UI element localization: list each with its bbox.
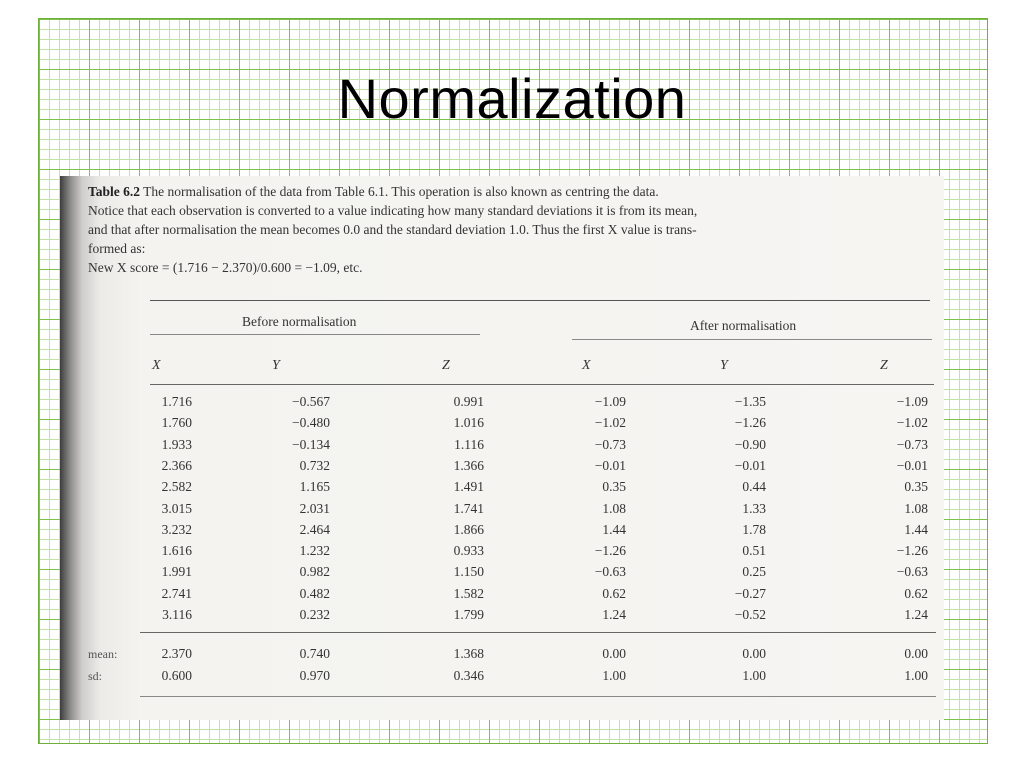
table-cell: 0.25 — [742, 564, 766, 580]
table-cell: −0.01 — [734, 457, 766, 473]
table-cell: 1.491 — [453, 479, 484, 495]
table-cell: −1.02 — [896, 415, 928, 431]
table-cell: 2.741 — [161, 585, 192, 601]
summary-row-label: sd: — [88, 669, 103, 683]
column-header: Y — [272, 358, 280, 373]
caption-line-4: formed as: — [88, 241, 146, 256]
table-cell: 0.232 — [299, 607, 330, 622]
table-cell: −0.567 — [292, 394, 330, 409]
table-cell: 1.232 — [299, 543, 330, 559]
table-cell: 0.51 — [742, 543, 766, 559]
table-cell: −0.27 — [734, 585, 766, 601]
table-cell: 2.366 — [161, 457, 192, 473]
table-cell: 0.44 — [742, 479, 766, 495]
group-rule-after — [572, 339, 932, 340]
table-cell: 0.732 — [299, 457, 330, 473]
summary-cell: 0.740 — [299, 646, 330, 661]
table-cell: −0.01 — [594, 457, 626, 473]
table-cell: 0.62 — [904, 585, 928, 601]
table-cell: 1.716 — [161, 394, 192, 409]
table-caption — [88, 182, 938, 277]
summary-cell: 0.970 — [299, 668, 330, 683]
table-cell: 2.582 — [161, 479, 192, 495]
column-header: X — [152, 358, 161, 373]
table-cell: 1.933 — [161, 436, 192, 452]
summary-row-label: mean: — [88, 647, 118, 661]
table-cell: 1.366 — [453, 457, 484, 473]
table-cell: −0.73 — [594, 436, 626, 452]
slide-title: Normalization — [337, 67, 687, 130]
caption-line-3: and that after normalisation the mean becomes 0.0 and the standard deviation 1.0. Thus the first X value is trans- — [88, 222, 697, 237]
table-cell: 0.35 — [602, 479, 626, 495]
column-header: Z — [442, 358, 450, 373]
table-bottom-rule — [140, 696, 936, 697]
table-cell: −0.73 — [896, 436, 928, 452]
table-cell: 3.015 — [161, 500, 192, 516]
table-cell: −0.134 — [292, 436, 330, 452]
table-cell: 1.116 — [454, 436, 484, 452]
column-header: Z — [880, 358, 888, 373]
table-cell: −1.26 — [594, 543, 626, 559]
table-cell: −0.01 — [896, 457, 928, 473]
table-cell: 3.232 — [161, 521, 192, 537]
table-cell: 1.741 — [453, 500, 484, 516]
table-cell: −0.63 — [896, 564, 928, 580]
table-cell: 1.616 — [161, 543, 192, 559]
table-cell: 1.016 — [453, 415, 484, 431]
column-header: Y — [720, 358, 728, 373]
group-rule-before — [150, 334, 480, 335]
group-header-before: Before normalisation — [242, 314, 357, 329]
table-cell: −1.26 — [896, 543, 928, 559]
table-cell: 1.760 — [161, 415, 192, 431]
table-cell: −0.480 — [292, 415, 330, 431]
table-cell: −1.09 — [594, 394, 626, 409]
table-cell: 1.991 — [161, 564, 192, 580]
table-cell: 1.866 — [453, 521, 484, 537]
table-cell: 0.35 — [904, 479, 928, 495]
table-cell: 1.165 — [299, 479, 330, 495]
table-cell: −0.63 — [594, 564, 626, 580]
table-cell: 1.44 — [904, 521, 928, 537]
column-header: X — [582, 358, 591, 373]
caption-line-1: The normalisation of the data from Table 6.1. This operation is also known as centring the data. — [143, 184, 659, 199]
table-cell: 1.78 — [742, 521, 766, 537]
summary-cell: 0.00 — [904, 646, 928, 661]
header-bottom-rule — [150, 384, 934, 385]
table-cell: 0.482 — [299, 585, 330, 601]
table-cell: 1.799 — [453, 607, 484, 622]
group-header-after: After normalisation — [690, 318, 797, 333]
table-cell: −0.90 — [734, 436, 766, 452]
summary-cell: 1.00 — [742, 668, 766, 683]
table-cell: 1.24 — [904, 607, 928, 622]
caption-line-5: New X score = (1.716 − 2.370)/0.600 = −1.09, etc. — [88, 260, 363, 275]
table-cell: 1.44 — [602, 521, 626, 537]
table-cell: 0.982 — [299, 564, 330, 580]
table-cell: 1.33 — [742, 500, 766, 516]
summary-cell: 1.00 — [602, 668, 626, 683]
table-cell: 3.116 — [162, 607, 192, 622]
summary-cell: 0.00 — [742, 646, 766, 661]
table-cell: −1.02 — [594, 415, 626, 431]
table-cell: −1.26 — [734, 415, 766, 431]
table-cell: 0.933 — [453, 543, 484, 559]
scanned-table-image — [60, 176, 944, 720]
table-cell: −0.52 — [734, 607, 766, 622]
table-cell: 1.24 — [602, 607, 626, 622]
summary-cell: 0.00 — [602, 646, 626, 661]
table-cell: 1.08 — [602, 500, 626, 516]
summary-cell: 2.370 — [161, 646, 192, 661]
table-cell: 1.08 — [904, 500, 928, 516]
table-cell: 2.031 — [299, 500, 330, 516]
summary-cell: 1.00 — [904, 668, 928, 683]
table-cell: 0.991 — [453, 394, 484, 409]
summary-rule — [140, 632, 936, 633]
table-cell: 2.464 — [299, 521, 330, 537]
caption-label: Table 6.2 — [88, 184, 141, 199]
caption-line-2: Notice that each observation is converted to a value indicating how many standard deviations it is from its mean, — [88, 203, 698, 218]
table-cell: 0.62 — [602, 585, 626, 601]
table-top-rule — [150, 300, 930, 301]
table-cell: −1.35 — [734, 394, 766, 409]
summary-cell: 0.346 — [453, 668, 484, 683]
table-cell: 1.582 — [453, 585, 484, 601]
table-cell: −1.09 — [896, 394, 928, 409]
table-cell: 1.150 — [453, 564, 484, 580]
summary-cell: 0.600 — [161, 668, 192, 683]
summary-cell: 1.368 — [453, 646, 484, 661]
